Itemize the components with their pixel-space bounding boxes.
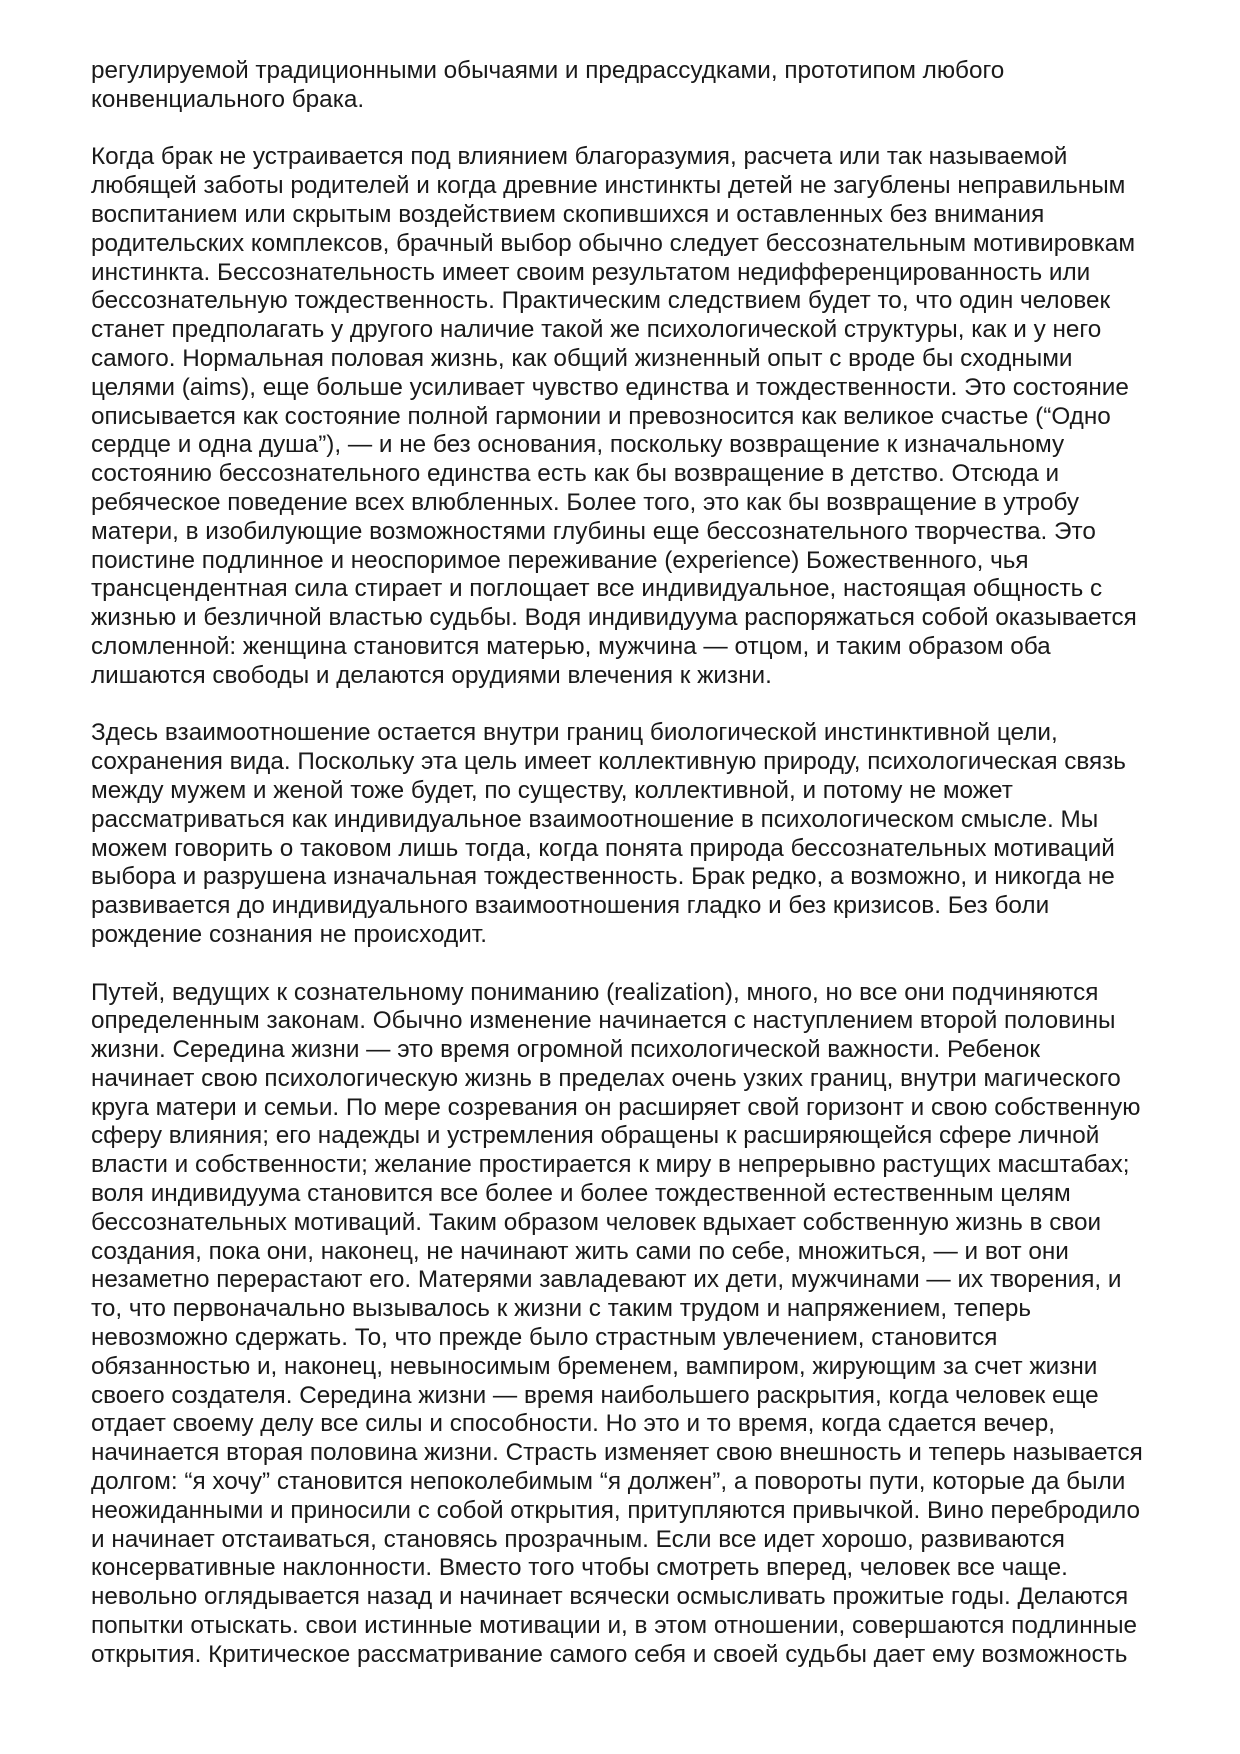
text-line: сохранения вида. Поскольку эта цель имеет коллективную природу, психологическая связь xyxy=(91,748,1126,776)
text-line: трансцендентная сила стирает и поглощает все индивидуальное, настоящая общность с xyxy=(91,575,1103,603)
text-line: Здесь взаимоотношение остается внутри границ биологической инстинктивной цели, xyxy=(91,719,1058,747)
text-line: круга матери и семьи. По мере созревания он расширяет свой горизонт и свою собственную xyxy=(91,1093,1141,1121)
text-line: долгом: “я хочу” становится непоколебимым “я должен”, а повороты пути, которые да были xyxy=(91,1468,1126,1496)
text-line: состоянию бессознательного единства есть как бы возвращение в детство. Отсюда и xyxy=(91,460,1060,488)
paragraph-3 xyxy=(91,719,1201,949)
text-line: бессознательных мотиваций. Таким образом человек вдыхает собственную жизнь в свои xyxy=(91,1208,1102,1236)
text-line: можем говорить о таковом лишь тогда, когда понята природа бессознательных мотиваций xyxy=(91,834,1115,862)
text-line: неожиданными и приносили с собой открытия, притупляются привычкой. Вино перебродило xyxy=(91,1496,1141,1524)
text-line: между мужем и женой тоже будет, по существу, коллективной, и потому не может xyxy=(91,776,1013,804)
text-line: создания, пока они, наконец, не начинают жить сами по себе, множиться, — и вот они xyxy=(91,1237,1069,1265)
text-line: родительских комплексов, брачный выбор обычно следует бессознательным мотивировкам xyxy=(91,229,1136,257)
text-line: ребяческое поведение всех влюбленных. Более того, это как бы возвращение в утробу xyxy=(91,488,1080,516)
text-line: Путей, ведущих к сознательному пониманию (realization), много, но все они подчиняются xyxy=(91,978,1099,1006)
text-line: невозможно сдержать. То, что прежде было страстным увлечением, становится xyxy=(91,1324,998,1352)
text-line: сломленной: женщина становится матерью, мужчина — отцом, и таким образом оба xyxy=(91,632,1051,660)
text-line: любящей заботы родителей и когда древние инстинкты детей не загублены неправильным xyxy=(91,172,1126,200)
paragraph-4 xyxy=(91,979,1201,1670)
text-line: Когда брак не устраивается под влиянием благоразумия, расчета или так называемой xyxy=(91,143,1068,171)
text-line: воля индивидуума становится все более и более тождественной естественным целям xyxy=(91,1180,1071,1208)
text-line: открытия. Критическое рассматривание самого себя и своей судьбы дает ему возможность xyxy=(91,1640,1128,1668)
text-line: консервативные наклонности. Вместо того чтобы смотреть вперед, человек все чаще. xyxy=(91,1554,1068,1582)
document-page xyxy=(91,57,1201,1670)
text-line: бессознательную тождественность. Практическим следствием будет то, что один человек xyxy=(91,287,1111,315)
text-line: сферу влияния; его надежды и устремления обращены к расширяющейся сфере личной xyxy=(91,1122,1100,1150)
text-line: отдает своему делу все силы и способности. Но это и то время, когда сдается вечер, xyxy=(91,1410,1056,1438)
text-line: обязанностью и, наконец, невыносимым бременем, вампиром, жирующим за счет жизни xyxy=(91,1352,1098,1380)
text-line: развивается до индивидуального взаимоотношения гладко и без кризисов. Без боли xyxy=(91,892,1050,920)
text-line: описывается как состояние полной гармонии и превозносится как великое счастье (“Одно xyxy=(91,402,1111,430)
text-line: власти и собственности; желание простирается к миру в непрерывно растущих масштабах; xyxy=(91,1151,1130,1179)
text-line: лишаются свободы и делаются орудиями влечения к жизни. xyxy=(91,661,772,689)
paragraph-1 xyxy=(91,57,1201,115)
text-line: попытки отыскать. свои истинные мотивации и, в этом отношении, совершаются подлинные xyxy=(91,1612,1138,1640)
text-line: незаметно перерастают его. Матерями завладевают их дети, мужчинами — их творения, и xyxy=(91,1266,1122,1294)
text-line: станет предполагать у другого наличие такой же психологической структуры, как и у него xyxy=(91,316,1102,344)
text-line: жизнью и безличной властью судьбы. Водя индивидуума распоряжаться собой оказывается xyxy=(91,604,1137,632)
text-line: инстинкта. Бессознательность имеет своим результатом недифференцированность или xyxy=(91,258,1091,286)
text-line: поистине подлинное и неоспоримое переживание (experience) Божественного, чья xyxy=(91,546,1029,574)
text-line: выбора и разрушена изначальная тождественность. Брак редко, а возможно, и никогда не xyxy=(91,863,1115,891)
text-line: сердце и одна душа”), — и не без основания, поскольку возвращение к изначальному xyxy=(91,431,1065,459)
text-line: воспитанием или скрытым воздействием скопившихся и оставленных без внимания xyxy=(91,200,1045,228)
text-line: то, что первоначально вызывалось к жизни с таким трудом и напряжением, теперь xyxy=(91,1295,1032,1323)
text-line: регулируемой традиционными обычаями и предрассудками, прототипом любого xyxy=(91,57,1005,84)
text-line: рождение сознания не происходит. xyxy=(91,920,487,948)
text-line: целями (aims), еще больше усиливает чувство единства и тождественности. Это состояние xyxy=(91,373,1129,401)
text-line: матери, в изобилующие возможностями глубины еще бессознательного творчества. Это xyxy=(91,517,1096,545)
text-line: рассматриваться как индивидуальное взаимоотношение в психологическом смысле. Мы xyxy=(91,805,1099,833)
text-line: и начинает отстаиваться, становясь прозрачным. Если все идет хорошо, развиваются xyxy=(91,1525,1065,1553)
text-line: начинает свою психологическую жизнь в пределах очень узких границ, внутри магического xyxy=(91,1064,1121,1092)
text-line: невольно оглядывается назад и начинает всячески осмысливать прожитые годы. Делаются xyxy=(91,1583,1129,1611)
text-line: самого. Нормальная половая жизнь, как общий жизненный опыт с вроде бы сходными xyxy=(91,344,1073,372)
text-line: начинается вторая половина жизни. Страсть изменяет свою внешность и теперь называется xyxy=(91,1439,1143,1467)
text-line: жизни. Середина жизни — это время огромной психологической важности. Ребенок xyxy=(91,1036,1041,1064)
text-line: определенным законам. Обычно изменение начинается с наступлением второй половины xyxy=(91,1007,1116,1035)
text-line: конвенциального брака. xyxy=(91,85,365,113)
text-line: своего создателя. Середина жизни — время наибольшего раскрытия, когда человек еще xyxy=(91,1381,1099,1409)
paragraph-2 xyxy=(91,143,1201,690)
